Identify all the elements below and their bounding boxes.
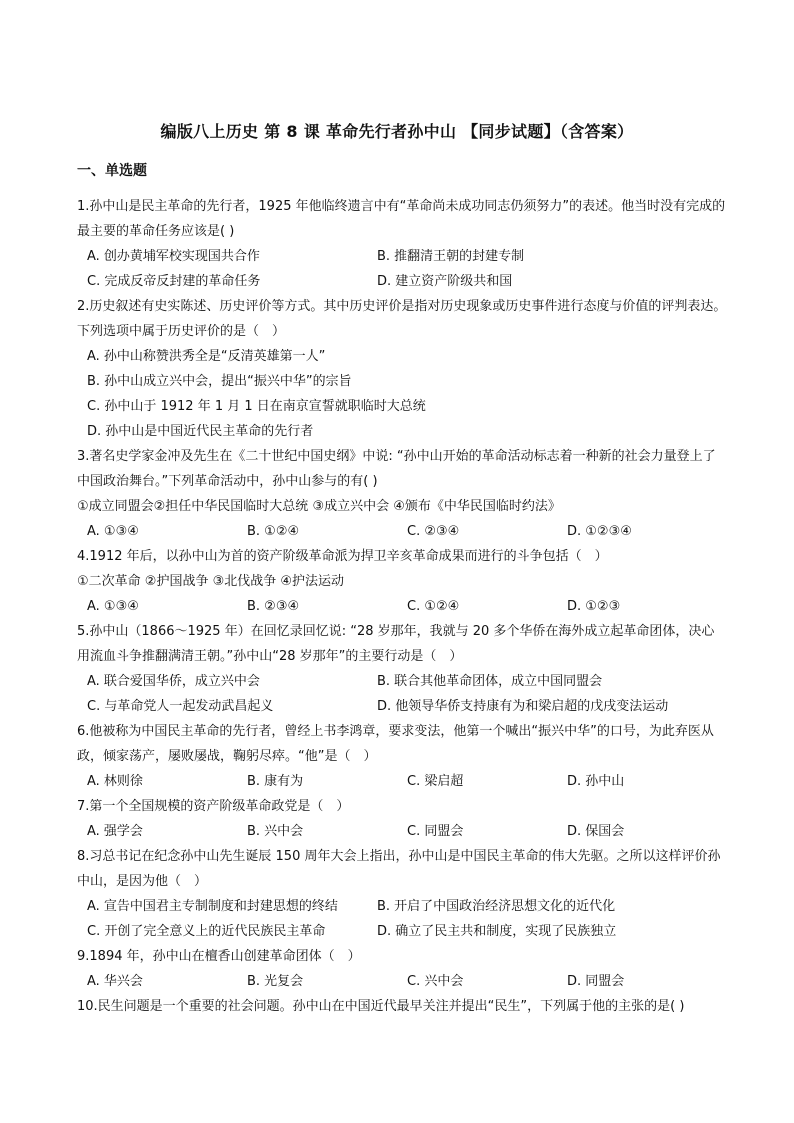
option-a[interactable]: A. 林则徐 (87, 774, 143, 789)
question-stem: 7.第一个全国规模的资产阶级革命政党是（ ） (77, 799, 350, 814)
option-d[interactable]: D. 孙中山是中国近代民主革命的先行者 (87, 424, 314, 439)
option-c[interactable]: C. 兴中会 (407, 974, 464, 989)
question-stem: 5.孙中山（1866～1925 年）在回忆录回忆说: “28 岁那年，我就与 20 多个华侨在海外成立起革命团体，决心用流血斗争推翻满清王朝。”孙中山“28 岁那年”的主要行动是（ ） (77, 624, 715, 664)
option-d[interactable]: D. 孙中山 (567, 774, 625, 789)
option-d[interactable]: D. 他领导华侨支持康有为和梁启超的戊戌变法运动 (377, 699, 669, 714)
options-row (87, 244, 727, 269)
question-stem: 3.著名史学家金冲及先生在《二十世纪中国史纲》中说: “孙中山开始的革命活动标志着一种新的社会力量登上了中国政治舞台。”下列革命活动中，孙中山参与的有( ) (77, 449, 716, 489)
question-10 (77, 994, 727, 1019)
option-b[interactable]: B. 兴中会 (247, 824, 304, 839)
option-b[interactable]: B. ①②④ (247, 524, 300, 539)
option-d[interactable]: D. 同盟会 (567, 974, 625, 989)
question-stem: 6.他被称为中国民主革命的先行者，曾经上书李鸿章，要求变法，他第一个喊出“振兴中华”的口号，为此弃医从政，倾家荡产，屡败屡战，鞠躬尽瘁。“他”是（ ） (77, 724, 714, 764)
option-a[interactable]: A. 强学会 (87, 824, 143, 839)
document-title: 编版八上历史 第 8 课 革命先行者孙中山 【同步试题】（含答案） (160, 122, 634, 141)
options-row (87, 594, 727, 619)
question-stem: 9.1894 年，孙中山在檀香山创建革命团体（ ） (77, 949, 361, 964)
options-row (87, 769, 727, 794)
option-a[interactable]: A. 联合爱国华侨，成立兴中会 (87, 674, 260, 689)
question-stem: 2.历史叙述有史实陈述、历史评价等方式。其中历史评价是指对历史现象或历史事件进行态度与价值的评判表达。下列选项中属于历史评价的是（ ） (77, 299, 727, 339)
option-d[interactable]: D. 保国会 (567, 824, 625, 839)
option-c[interactable]: C. 同盟会 (407, 824, 464, 839)
question-3 (77, 444, 727, 544)
question-stem: 4.1912 年后，以孙中山为首的资产阶级革命派为捍卫辛亥革命成果而进行的斗争包括（ ） (77, 549, 608, 564)
options-row (87, 519, 727, 544)
question-statements: ①成立同盟会②担任中华民国临时大总统 ③成立兴中会 ④颁布《中华民国临时约法》 (77, 499, 561, 514)
option-b[interactable]: B. ②③④ (247, 599, 300, 614)
question-5 (77, 619, 727, 719)
options-row (87, 819, 727, 844)
option-c[interactable]: C. ②③④ (407, 524, 460, 539)
option-d[interactable]: D. 建立资产阶级共和国 (377, 274, 513, 289)
question-6 (77, 719, 727, 794)
question-9 (77, 944, 727, 994)
options-row (87, 669, 727, 694)
question-list (77, 194, 727, 1019)
options-row (87, 694, 727, 719)
question-1 (77, 194, 727, 294)
options-row (87, 269, 727, 294)
option-c[interactable]: C. 完成反帝反封建的革命任务 (87, 274, 261, 289)
option-b[interactable]: B. 孙中山成立兴中会，提出“振兴中华”的宗旨 (87, 374, 352, 389)
option-d[interactable]: D. 确立了民主共和制度，实现了民族独立 (377, 924, 617, 939)
option-b[interactable]: B. 开启了中国政治经济思想文化的近代化 (377, 899, 616, 914)
question-statements: ①二次革命 ②护国战争 ③北伐战争 ④护法运动 (77, 574, 345, 589)
option-d[interactable]: D. ①②③④ (567, 524, 632, 539)
options-row (87, 894, 727, 919)
option-a[interactable]: A. ①③④ (87, 524, 139, 539)
question-2 (77, 294, 727, 444)
option-c[interactable]: C. 梁启超 (407, 774, 464, 789)
option-c[interactable]: C. 与革命党人一起发动武昌起义 (87, 699, 274, 714)
section-heading: 一、单选题 (77, 163, 147, 179)
options-row (87, 919, 727, 944)
option-a[interactable]: A. 华兴会 (87, 974, 143, 989)
question-7 (77, 794, 727, 844)
question-4 (77, 544, 727, 619)
option-b[interactable]: B. 推翻清王朝的封建专制 (377, 249, 525, 264)
option-c[interactable]: C. 孙中山于 1912 年 1 月 1 日在南京宣誓就职临时大总统 (87, 399, 426, 414)
option-b[interactable]: B. 光复会 (247, 974, 304, 989)
option-c[interactable]: C. ①②④ (407, 599, 460, 614)
option-a[interactable]: A. 创办黄埔军校实现国共合作 (87, 249, 260, 264)
option-a[interactable]: A. 宣告中国君主专制制度和封建思想的终结 (87, 899, 338, 914)
question-stem: 8.习总书记在纪念孙中山先生诞辰 150 周年大会上指出，孙中山是中国民主革命的伟大先驱。之所以这样评价孙中山，是因为他（ ） (77, 849, 721, 889)
option-c[interactable]: C. 开创了完全意义上的近代民族民主革命 (87, 924, 326, 939)
option-a[interactable]: A. ①③④ (87, 599, 139, 614)
question-stem: 10.民生问题是一个重要的社会问题。孙中山在中国近代最早关注并提出“民生”，下列属于他的主张的是( ) (77, 999, 685, 1014)
option-b[interactable]: B. 康有为 (247, 774, 304, 789)
question-stem: 1.孙中山是民主革命的先行者，1925 年他临终遗言中有“革命尚未成功同志仍须努力”的表述。他当时没有完成的最主要的革命任务应该是( ) (77, 199, 726, 239)
option-d[interactable]: D. ①②③ (567, 599, 621, 614)
option-a[interactable]: A. 孙中山称赞洪秀全是“反清英雄第一人” (87, 349, 326, 364)
option-b[interactable]: B. 联合其他革命团体，成立中国同盟会 (377, 674, 603, 689)
options-row (87, 969, 727, 994)
question-8 (77, 844, 727, 944)
